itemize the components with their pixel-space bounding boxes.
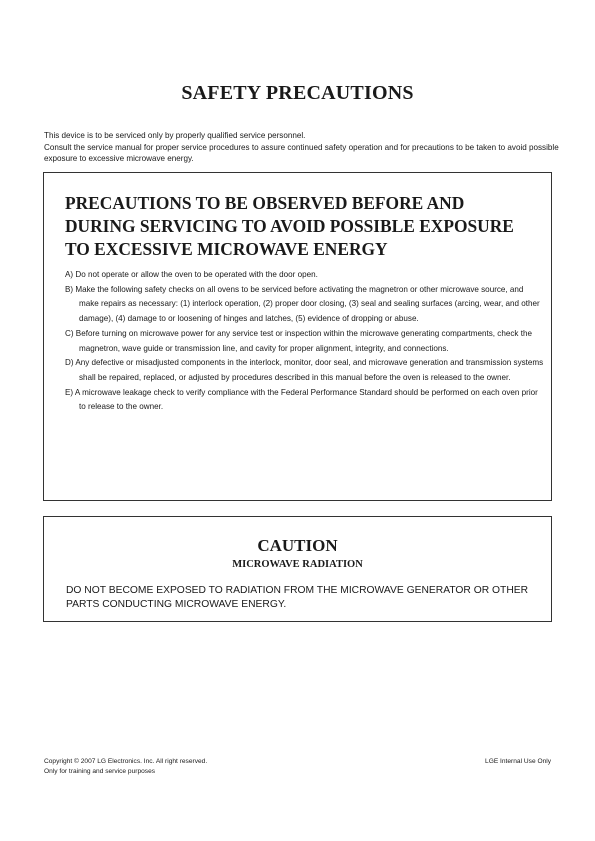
precaution-item-b: B) Make the following safety checks on all ovens to be serviced before activating the magnetron or other microwave source, and make repairs as necessary: (1) interlock operation, (2) proper door closing, (3) seal and sealing surfaces (arcing, wear, and other damage), (4) damage to or loosening of hinges and latches, (5) evidence of dropping or abuse. [65, 284, 540, 324]
caution-box [43, 516, 552, 622]
precautions-heading: PRECAUTIONS TO BE OBSERVED BEFORE AND DURING SERVICING TO AVOID POSSIBLE EXPOSURE TO EXCESSIVE MICROWAVE ENERGY [65, 193, 514, 259]
precaution-item-c: C) Before turning on microwave power for any service test or inspection within the microwave generating compartments, check the magnetron, wave guide or transmission line, and cavity for proper alignment, integrity, and connections. [65, 328, 532, 353]
precaution-item-a: A) Do not operate or allow the oven to be operated with the door open. [65, 270, 318, 279]
precaution-item-d: D) Any defective or misadjusted components in the interlock, monitor, door seal, and microwave generation and transmission systems shall be repaired, replaced, or adjusted by procedures described in this manual before the oven is released to the owner. [65, 358, 544, 382]
intro-text [44, 130, 559, 165]
intro-line-qualified-personnel: This device is to be serviced only by properly qualified service personnel. [44, 131, 306, 140]
intro-line-consult-manual: Consult the service manual for proper service procedures to assure continued safety operation and for precautions to be taken to avoid possible exposure to excessive microwave energy. [44, 142, 559, 163]
caution-text: DO NOT BECOME EXPOSED TO RADIATION FROM THE MICROWAVE GENERATOR OR OTHER PARTS CONDUCTING MICROWAVE ENERGY. [66, 585, 529, 610]
page-title: SAFETY PRECAUTIONS [181, 82, 414, 104]
precautions-list [65, 268, 545, 415]
copyright-text: Copyright © 2007 LG Electronics. Inc. All right reserved. [44, 758, 208, 765]
training-note: Only for training and service purposes [44, 767, 156, 775]
caution-subtitle: MICROWAVE RADIATION [232, 559, 363, 570]
precaution-item-e: E) A microwave leakage check to verify compliance with the Federal Performance Standard should be performed on each oven prior to release to the owner. [65, 387, 538, 412]
footer-left [44, 757, 207, 776]
internal-use-note: LGE Internal Use Only [485, 758, 551, 765]
caution-title: CAUTION [257, 536, 338, 555]
precautions-box [43, 172, 552, 501]
